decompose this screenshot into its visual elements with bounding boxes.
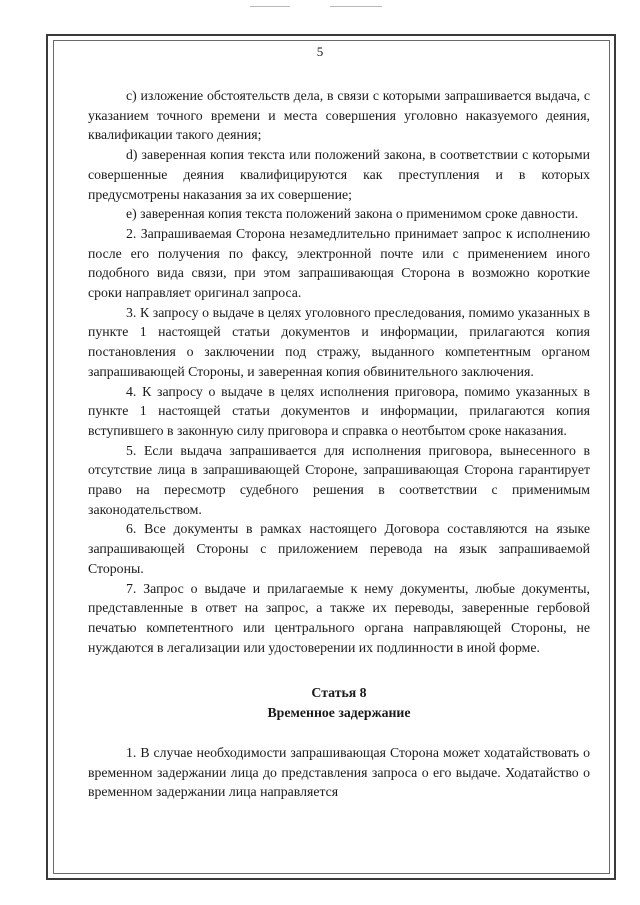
- document-body: [88, 86, 590, 802]
- article8-paragraph-1: 1. В случае необходимости запрашивающая Сторона может ходатайствовать о временном задержании лица до представления запроса о его выдаче. Ходатайство о временном задержании лица направляется: [88, 744, 590, 800]
- paragraph-5: 5. Если выдача запрашивается для исполнения приговора, вынесенного в отсутствие лица в запрашивающей Стороне, запрашивающая Сторона гарантирует право на пересмотр судебного решения в соответствии с применимым законодательством.: [88, 442, 590, 517]
- paragraph-4: 4. К запросу о выдаче в целях исполнения приговора, помимо указанных в пункте 1 настоящей статьи документов и информации, прилагаются копия вступившего в законную силу приговора и справка о неотбытом сроке наказания.: [88, 383, 590, 438]
- paragraph-7: 7. Запрос о выдаче и прилагаемые к нему документы, любые документы, представленные в ответ на запрос, а также их переводы, заверенные гербовой печатью компетентного или центрального органа направляющей Стороны, не нуждаются в легализации или удостоверении их подлинности в иной форме.: [88, 580, 590, 655]
- paragraph-2: 2. Запрашиваемая Сторона незамедлительно принимает запрос к исполнению после его получения по факсу, электронной почте или с применением иного подобного вида связи, при этом запрашивающая Сторона в возможно короткие сроки направляет оригинал запроса.: [88, 225, 590, 301]
- scan-artifact: [250, 6, 290, 10]
- paragraph-6: 6. Все документы в рамках настоящего Договора составляются на языке запрашивающей Стороны с приложением перевода на язык запрашиваемой Стороны.: [88, 521, 590, 576]
- page-number: 5: [316, 44, 324, 59]
- paragraph-c: c) изложение обстоятельств дела, в связи с которыми запрашивается выдача, с указанием точного времени и места совершения уголовно наказуемого деяния, квалификации такого деяния;: [88, 88, 590, 143]
- scan-artifact: [330, 6, 382, 10]
- paragraph-d: d) заверенная копия текста или положений закона, в соответствии с которыми совершенные деяния квалифицируются как преступления и в которых предусмотрены наказания за их совершение;: [88, 147, 590, 202]
- article-title: Временное задержание: [267, 705, 411, 721]
- paragraph-3: 3. К запросу о выдаче в целях уголовного преследования, помимо указанных в пункте 1 настоящей статьи документов и информации, прилагаются копия постановления о заключении под стражу, выданного компетентным органом запрашивающей Стороны, и заверенная копия обвинительного заключения.: [88, 304, 590, 379]
- paragraph-e: e) заверенная копия текста положений закона о применимом сроке давности.: [126, 206, 579, 222]
- article-number: Статья 8: [311, 685, 367, 701]
